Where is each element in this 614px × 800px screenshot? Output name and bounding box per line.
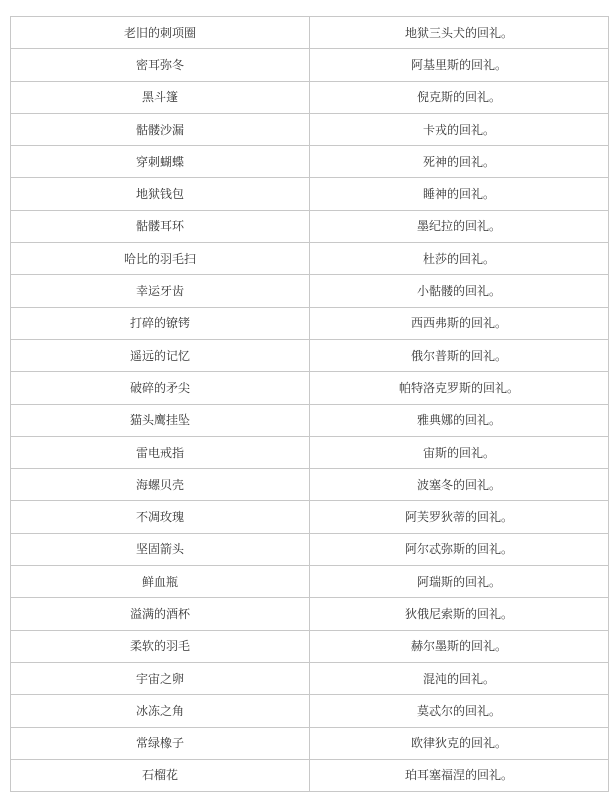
- keepsake-name-cell: 地狱钱包: [11, 178, 310, 210]
- keepsake-name-cell: 不凋玫瑰: [11, 501, 310, 533]
- keepsake-name-cell: 骷髅耳环: [11, 210, 310, 242]
- table-row: [11, 566, 609, 598]
- keepsake-source-cell: 狄俄尼索斯的回礼。: [310, 598, 609, 630]
- keepsake-source-cell: 墨纪拉的回礼。: [310, 210, 609, 242]
- keepsake-source-cell: 睡神的回礼。: [310, 178, 609, 210]
- table-row: [11, 178, 609, 210]
- keepsake-name-cell: 柔软的羽毛: [11, 630, 310, 662]
- keepsake-name-cell: 黑斗篷: [11, 81, 310, 113]
- keepsake-name-cell: 冰冻之角: [11, 695, 310, 727]
- table-row: [11, 727, 609, 759]
- keepsake-name-cell: 密耳弥冬: [11, 49, 310, 81]
- table-row: [11, 630, 609, 662]
- keepsake-source-cell: 小骷髅的回礼。: [310, 275, 609, 307]
- keepsake-source-cell: 宙斯的回礼。: [310, 436, 609, 468]
- table-row: [11, 372, 609, 404]
- keepsake-source-cell: 帕特洛克罗斯的回礼。: [310, 372, 609, 404]
- keepsake-source-cell: 欧律狄克的回礼。: [310, 727, 609, 759]
- table-row: [11, 404, 609, 436]
- keepsake-source-cell: 阿尔忒弥斯的回礼。: [310, 533, 609, 565]
- table-row: [11, 81, 609, 113]
- keepsake-name-cell: 坚固箭头: [11, 533, 310, 565]
- table-row: [11, 113, 609, 145]
- keepsake-name-cell: 雷电戒指: [11, 436, 310, 468]
- keepsake-name-cell: 破碎的矛尖: [11, 372, 310, 404]
- keepsake-source-cell: 雅典娜的回礼。: [310, 404, 609, 436]
- keepsake-source-cell: 阿瑞斯的回礼。: [310, 566, 609, 598]
- keepsake-table-body: [11, 17, 609, 792]
- keepsake-name-cell: 穿刺蝴蝶: [11, 146, 310, 178]
- keepsake-name-cell: 幸运牙齿: [11, 275, 310, 307]
- table-row: [11, 307, 609, 339]
- keepsake-source-cell: 混沌的回礼。: [310, 662, 609, 694]
- keepsake-name-cell: 常绿橡子: [11, 727, 310, 759]
- table-row: [11, 598, 609, 630]
- keepsake-source-cell: 倪克斯的回礼。: [310, 81, 609, 113]
- table-row: [11, 210, 609, 242]
- keepsake-source-cell: 阿芙罗狄蒂的回礼。: [310, 501, 609, 533]
- table-row: [11, 339, 609, 371]
- keepsake-name-cell: 宇宙之卵: [11, 662, 310, 694]
- keepsake-source-cell: 地狱三头犬的回礼。: [310, 17, 609, 49]
- keepsake-source-cell: 珀耳塞福涅的回礼。: [310, 759, 609, 791]
- keepsake-name-cell: 老旧的刺项圈: [11, 17, 310, 49]
- table-row: [11, 501, 609, 533]
- keepsake-source-cell: 阿基里斯的回礼。: [310, 49, 609, 81]
- keepsake-name-cell: 溢满的酒杯: [11, 598, 310, 630]
- keepsake-name-cell: 石榴花: [11, 759, 310, 791]
- keepsake-source-cell: 俄尔普斯的回礼。: [310, 339, 609, 371]
- keepsake-name-cell: 鲜血瓶: [11, 566, 310, 598]
- table-row: [11, 275, 609, 307]
- keepsake-name-cell: 遥远的记忆: [11, 339, 310, 371]
- keepsake-table-container: [10, 16, 606, 792]
- keepsake-source-cell: 西西弗斯的回礼。: [310, 307, 609, 339]
- table-row: [11, 243, 609, 275]
- table-row: [11, 436, 609, 468]
- table-row: [11, 146, 609, 178]
- keepsake-source-cell: 波塞冬的回礼。: [310, 469, 609, 501]
- keepsake-source-cell: 莫忒尔的回礼。: [310, 695, 609, 727]
- keepsake-source-cell: 死神的回礼。: [310, 146, 609, 178]
- keepsake-source-cell: 杜莎的回礼。: [310, 243, 609, 275]
- table-row: [11, 695, 609, 727]
- table-row: [11, 662, 609, 694]
- keepsake-name-cell: 猫头鹰挂坠: [11, 404, 310, 436]
- keepsake-name-cell: 骷髅沙漏: [11, 113, 310, 145]
- table-row: [11, 759, 609, 791]
- keepsake-name-cell: 打碎的镣铐: [11, 307, 310, 339]
- table-row: [11, 17, 609, 49]
- table-row: [11, 469, 609, 501]
- keepsake-name-cell: 海螺贝壳: [11, 469, 310, 501]
- table-row: [11, 49, 609, 81]
- table-row: [11, 533, 609, 565]
- keepsake-name-cell: 哈比的羽毛扫: [11, 243, 310, 275]
- keepsake-table: [10, 16, 609, 792]
- keepsake-source-cell: 卡戎的回礼。: [310, 113, 609, 145]
- keepsake-source-cell: 赫尔墨斯的回礼。: [310, 630, 609, 662]
